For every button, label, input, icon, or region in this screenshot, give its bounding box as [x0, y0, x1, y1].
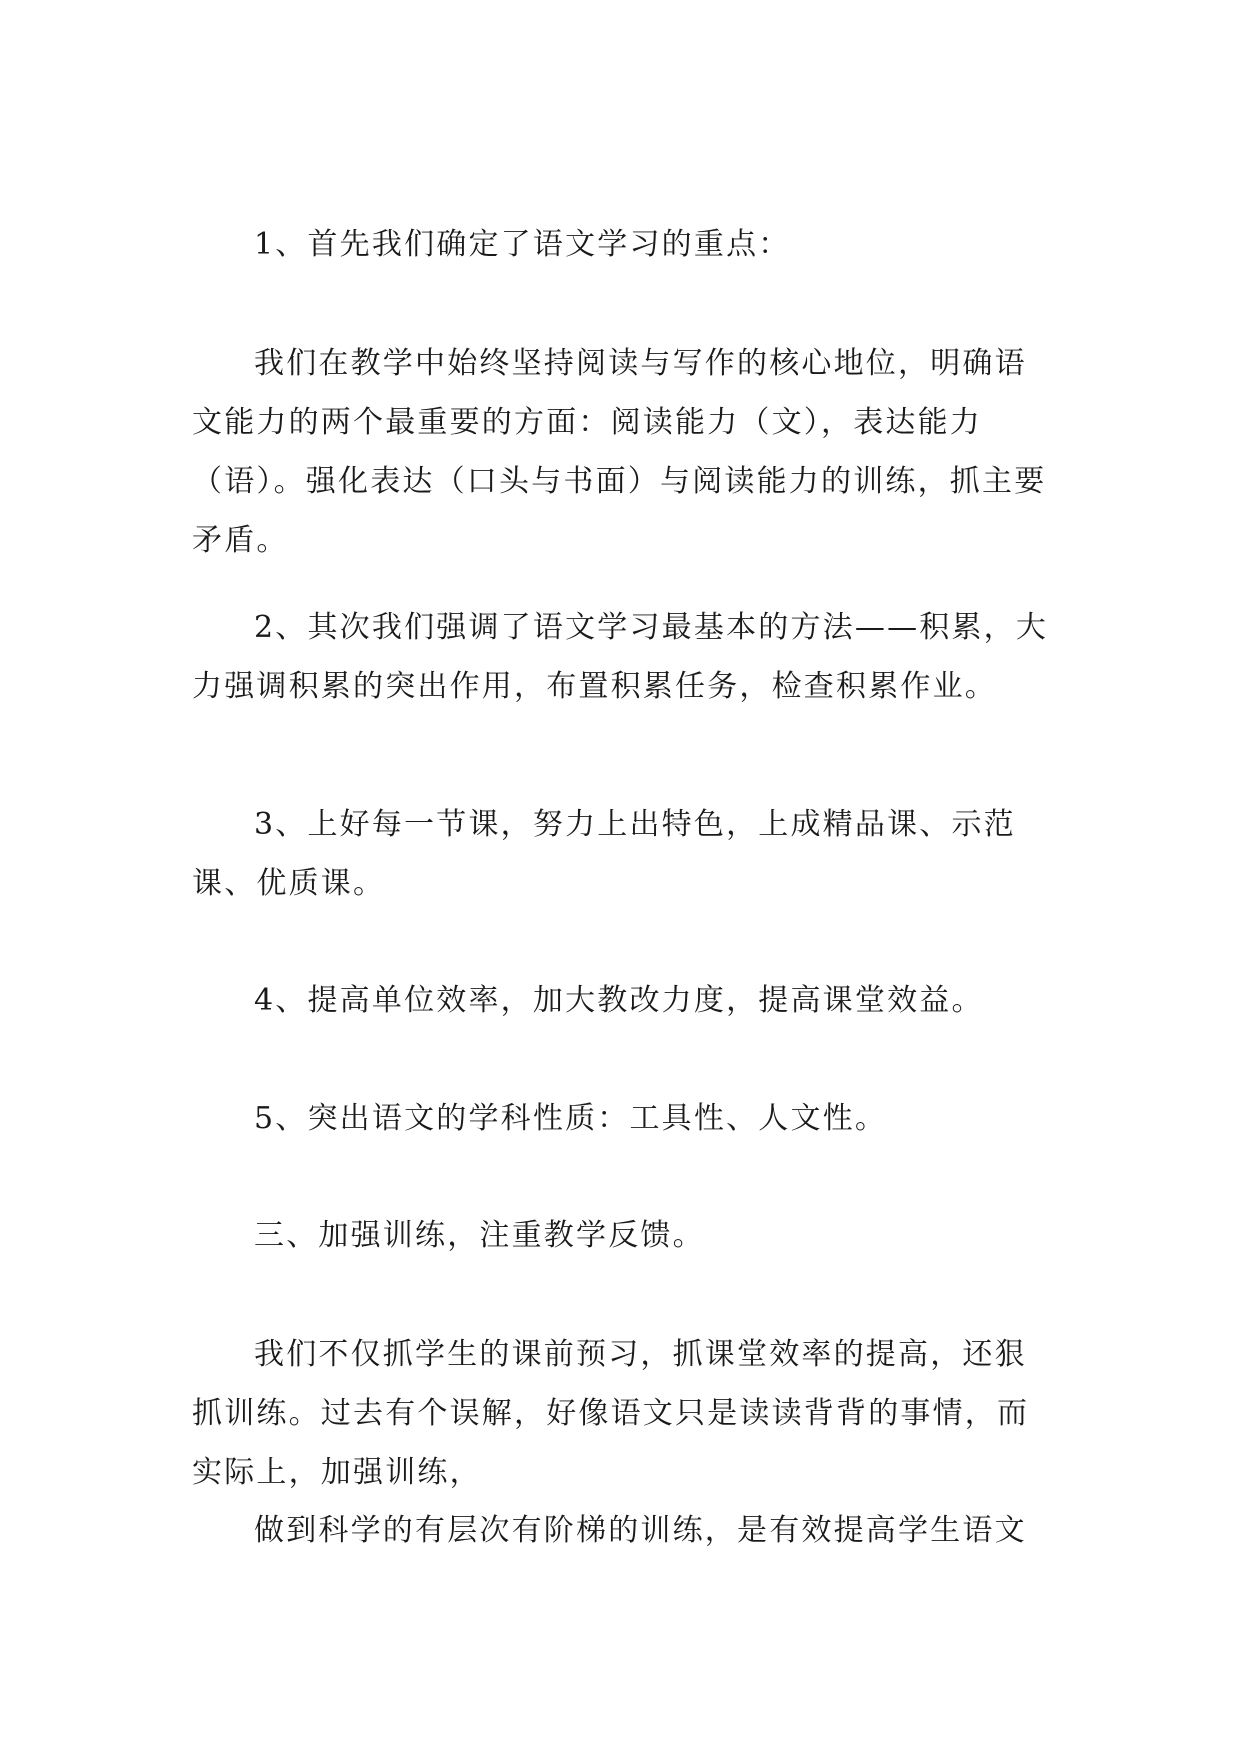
section-heading: 三、加强训练，注重教学反馈。 — [254, 1218, 705, 1253]
paragraph-4: 3、上好每一节课，努力上出特色，上成精品课、示范课、优质课。 — [192, 807, 1016, 901]
paragraph-5: 4、提高单位效率，加大教改力度，提高课堂效益。 — [254, 983, 984, 1018]
paragraph-3: 2、其次我们强调了语文学习最基本的方法——积累，大力强调积累的突出作用，布置积累任务，检查积累作业。 — [192, 610, 1049, 704]
paragraph-2: 我们在教学中始终坚持阅读与写作的核心地位，明确语文能力的两个最重要的方面：阅读能力（文），表达能力（语）。强化表达（口头与书面）与阅读能力的训练，抓主要矛盾。 — [192, 346, 1047, 558]
paragraph-6: 5、突出语文的学科性质：工具性、人文性。 — [254, 1101, 888, 1136]
paragraph-7: 我们不仅抓学生的课前预习，抓课堂效率的提高，还狠抓训练。过去有个误解，好像语文只是读读背背的事情，而实际上，加强训练， — [192, 1337, 1030, 1490]
paragraph-1: 1、首先我们确定了语文学习的重点： — [254, 227, 791, 262]
paragraph-8: 做到科学的有层次有阶梯的训练，是有效提高学生语文 — [254, 1513, 1027, 1548]
